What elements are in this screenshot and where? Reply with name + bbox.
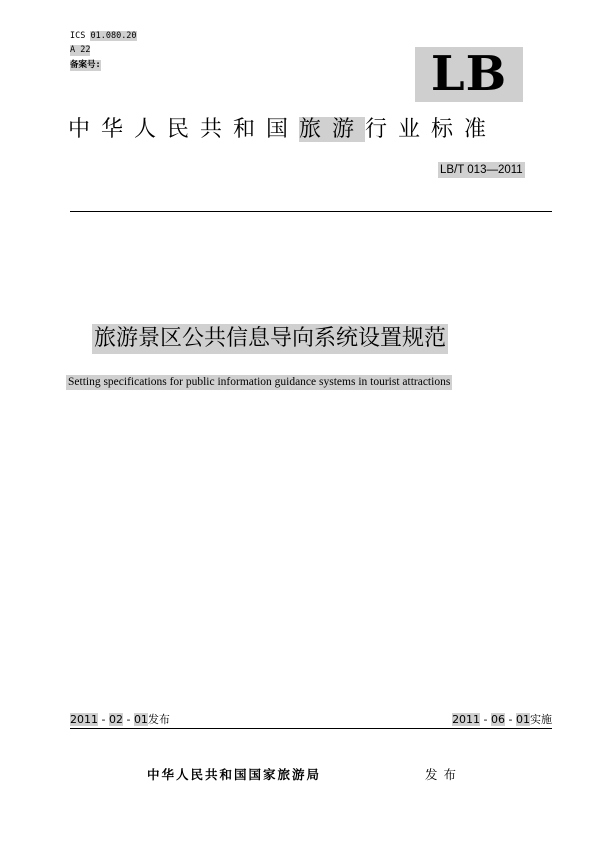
ics-code	[70, 31, 137, 42]
industry-country: 中华人民共和国	[68, 117, 300, 142]
impl-month: 06	[491, 713, 506, 726]
standard-number: LB/T 013—2011	[440, 164, 523, 176]
ics-number: 01.080.20	[90, 31, 137, 41]
issuing-authority: 中华人民共和国国家旅游局	[147, 767, 322, 782]
industry-standard-heading	[68, 115, 497, 145]
impl-label: 实施	[530, 713, 552, 726]
lb-logo: LB	[415, 47, 523, 102]
issue-month: 02	[108, 713, 123, 726]
ics-prefix: ICS	[70, 31, 86, 41]
publish-label: 发布	[425, 767, 463, 782]
header-divider	[70, 211, 552, 212]
record-number-label: 备案号:	[70, 60, 101, 70]
impl-day: 01	[516, 713, 530, 726]
impl-sep-1: -	[480, 713, 492, 726]
implementation-date	[452, 712, 552, 727]
issue-year: 2011	[70, 713, 98, 726]
issue-day: 01	[133, 713, 148, 726]
issue-label: 发布	[147, 713, 170, 726]
impl-sep-2: -	[505, 713, 516, 726]
footer-divider	[70, 728, 552, 729]
document-title-english: Setting specifications for public information guidance systems in tourist attractions	[68, 376, 451, 388]
issue-sep-2: -	[122, 713, 134, 726]
document-title-chinese: 旅游景区公共信息导向系统设置规范	[92, 324, 448, 354]
issue-date	[70, 712, 170, 727]
ccs-code: A 22	[70, 45, 91, 55]
issue-sep-1: -	[98, 713, 109, 726]
industry-standard: 行业标准	[365, 117, 498, 142]
industry-tourism: 旅游	[299, 117, 366, 142]
impl-year: 2011	[452, 713, 481, 726]
